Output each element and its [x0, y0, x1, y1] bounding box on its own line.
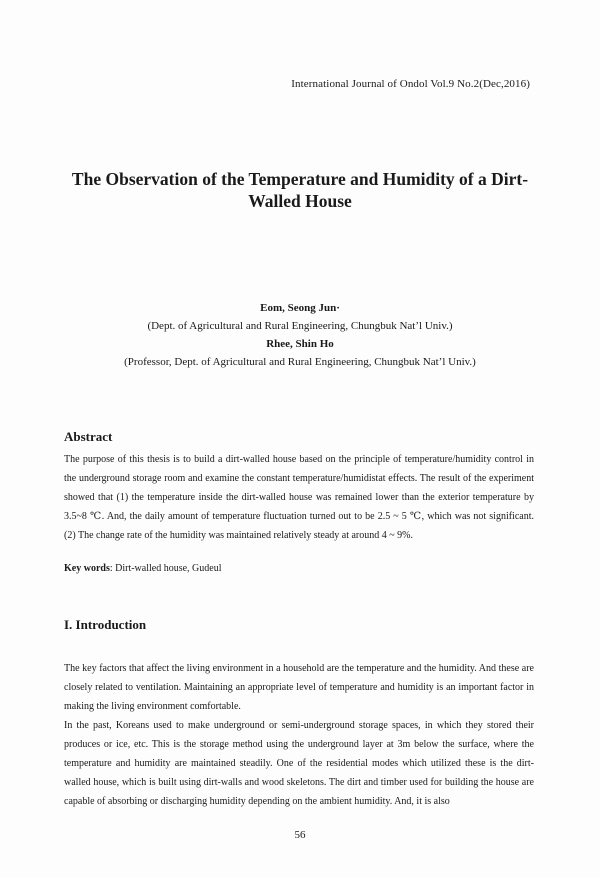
keywords [64, 563, 221, 574]
author-block [40, 299, 560, 371]
page-number: 56 [294, 829, 306, 841]
introduction-paragraph: The key factors that affect the living environment in a household are the temperature and the humidity. And these are closely related to ventilation. Maintaining an appropriate level of temperature and humidity is an important factor in making the living environment comfortable. [64, 663, 534, 712]
author-affiliation: (Professor, Dept. of Agricultural and Rural Engineering, Chungbuk Nat’l Univ.) [124, 356, 476, 368]
journal-header: International Journal of Ondol Vol.9 No.2(Dec,2016) [291, 78, 530, 90]
author-name: Eom, Seong Jun· [260, 302, 340, 314]
keywords-value: : Dirt-walled house, Gudeul [109, 563, 222, 574]
author-affiliation: (Dept. of Agricultural and Rural Engineering, Chungbuk Nat’l Univ.) [147, 320, 453, 332]
author-name: Rhee, Shin Ho [266, 338, 334, 350]
introduction-heading: I. Introduction [64, 617, 147, 632]
introduction-paragraph: In the past, Koreans used to make underground or semi-underground storage spaces, in which they stored their produces or ice, etc. This is the storage method using the underground layer at 3m below the surface, where the temperature and humidity are maintained steadily. One of the residential modes which utilized these is the dirt-walled house, which is built using dirt-walls and wood skeletons. The dirt and timber used for building the house are capable of absorbing or discharging humidity depending on the ambient humidity. And, it is also [64, 720, 534, 807]
abstract-heading: Abstract [64, 429, 113, 444]
abstract-body: The purpose of this thesis is to build a dirt-walled house based on the principle of temperature/humidity control in the underground storage room and examine the constant temperature/humidistat effects. The result of the experiment showed that (1) the temperature inside the dirt-walled house was remained lower than the exterior temperature by 3.5~8 ℃. And, the daily amount of temperature fluctuation turned out to be 2.5 ~ 5 ℃, which was not significant. (2) The change rate of the humidity was maintained relatively steady at around 4 ~ 9%. [64, 454, 534, 541]
paper-title: The Observation of the Temperature and Humidity of a Dirt-Walled House [71, 169, 529, 211]
keywords-label: Key words [64, 563, 110, 574]
